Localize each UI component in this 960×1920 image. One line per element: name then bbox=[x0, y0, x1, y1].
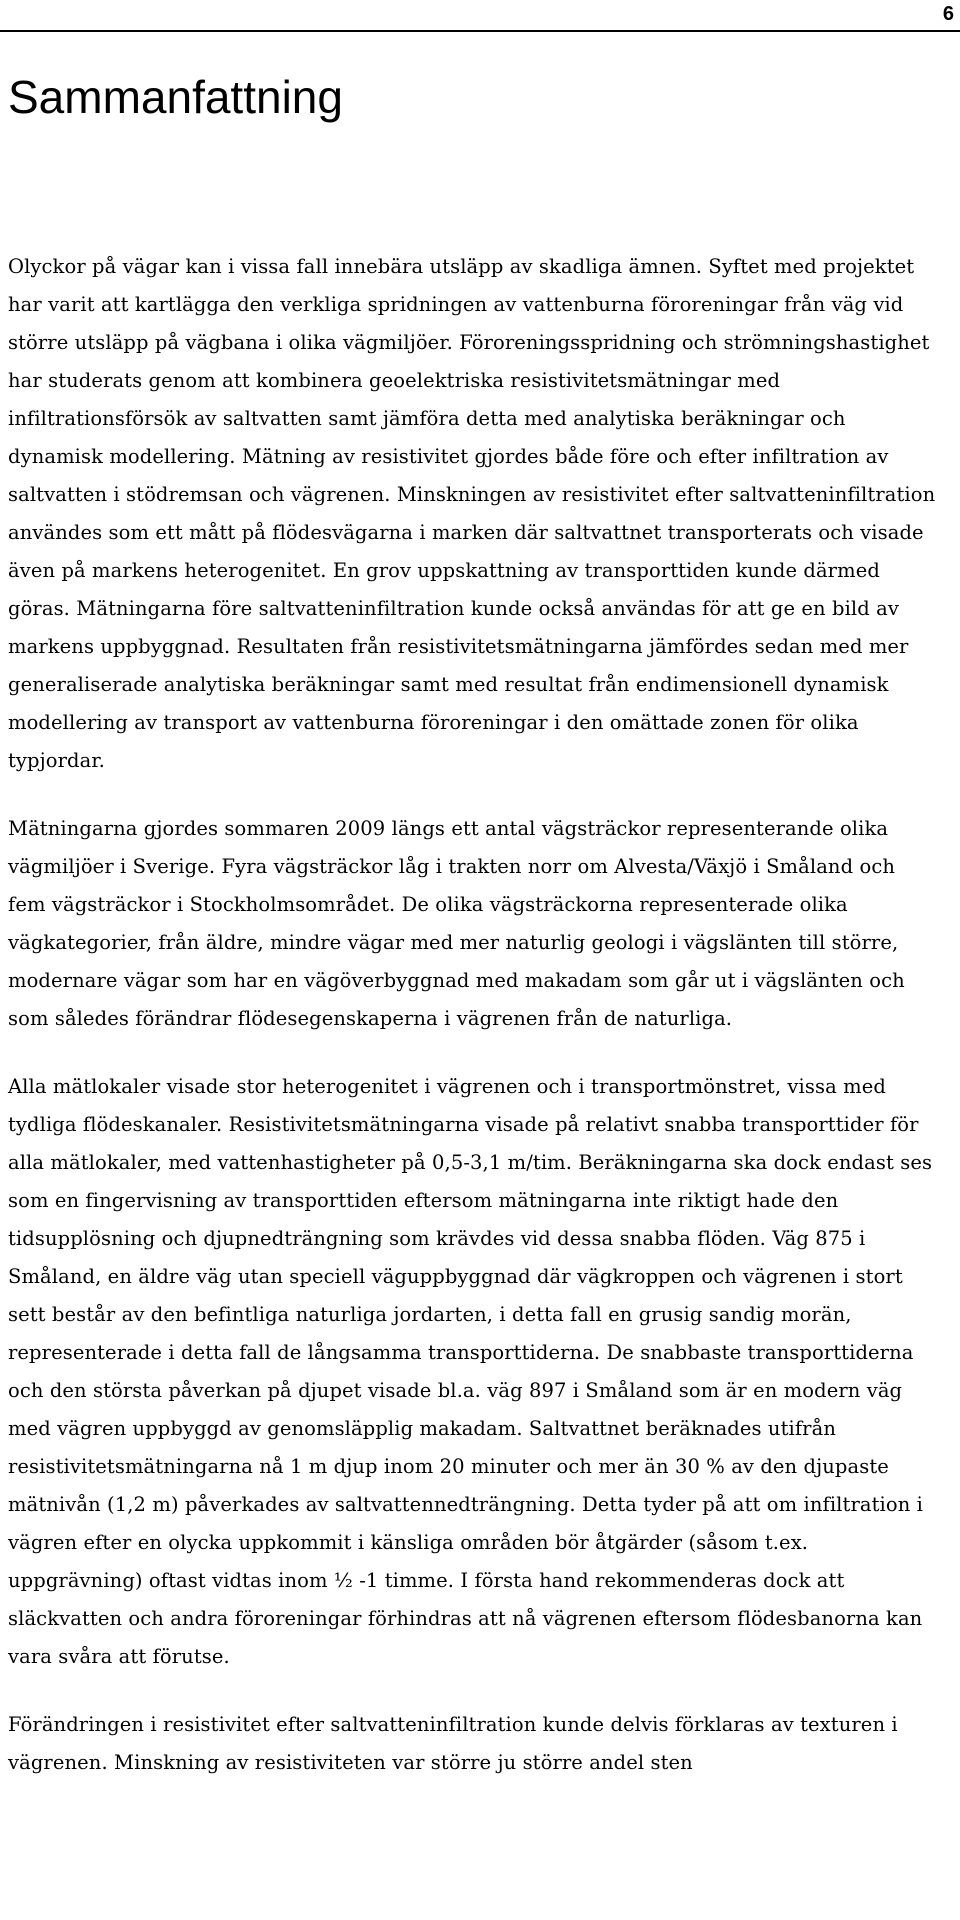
body-text bbox=[8, 248, 938, 1812]
paragraph-1: Olyckor på vägar kan i vissa fall innebära utsläpp av skadliga ämnen. Syftet med projektet har varit att kartlägga den verkliga spridningen av vattenburna föroreningar från väg vid större utsläpp på vägbana i olika vägmiljöer. Föroreningsspridning och strömningshastighet har studerats genom att kombinera geoelektriska resistivitetsmätningar med infiltrationsförsök av saltvatten samt jämföra detta med analytiska beräkningar och dynamisk modellering. Mätning av resistivitet gjordes både före och efter infiltration av saltvatten i stödremsan och vägrenen. Minskningen av resistivitet efter saltvatteninfiltration användes som ett mått på flödesvägarna i marken där saltvattnet transporterats och visade även på markens heterogenitet. En grov uppskattning av transporttiden kunde därmed göras. Mätningarna före saltvatteninfiltration kunde också användas för att ge en bild av markens uppbyggnad. Resultaten från resistivitetsmätningarna jämfördes sedan med mer generaliserade analytiska beräkningar samt med resultat från endimensionell dynamisk modellering av transport av vattenburna föroreningar i den omättade zonen för olika typjordar. bbox=[8, 255, 936, 772]
paragraph-3: Alla mätlokaler visade stor heterogenitet i vägrenen och i transportmönstret, vissa med tydliga flödeskanaler. Resistivitetsmätningarna visade på relativt snabba transporttider för alla mätlokaler, med vattenhastigheter på 0,5-3,1 m/tim. Beräkningarna ska dock endast ses som en fingervisning av transporttiden eftersom mätningarna inte riktigt hade den tidsupplösning och djupnedträngning som krävdes vid dessa snabba flöden. Väg 875 i Småland, en äldre väg utan speciell väguppbyggnad där vägkroppen och vägrenen i stort sett består av den befintliga naturliga jordarten, i detta fall en grusig sandig morän, representerade i detta fall de långsamma transporttiderna. De snabbaste transporttiderna och den största påverkan på djupet visade bl.a. väg 897 i Småland som är en modern väg med vägren uppbyggd av genomsläpplig makadam. Saltvattnet beräknades utifrån resistivitetsmätningarna nå 1 m djup inom 20 minuter och mer än 30 % av den djupaste mätnivån (1,2 m) påverkades av saltvattennedträngning. Detta tyder på att om infiltration i vägren efter en olycka uppkommit i känsliga områden bör åtgärder (såsom t.ex. uppgrävning) oftast vidtas inom ½ -1 timme. I första hand rekommenderas dock att släckvatten och andra föroreningar förhindras att nå vägrenen eftersom flödesbanorna kan vara svåra att förutse. bbox=[8, 1075, 933, 1668]
paragraph-4: Förändringen i resistivitet efter saltvatteninfiltration kunde delvis förklaras av texturen i vägrenen. Minskning av resistiviteten var större ju större andel sten bbox=[8, 1713, 898, 1774]
page-number: 6 bbox=[942, 3, 954, 25]
header-rule bbox=[0, 30, 960, 32]
paragraph-2: Mätningarna gjordes sommaren 2009 längs ett antal vägsträckor representerande olika vägmiljöer i Sverige. Fyra vägsträckor låg i trakten norr om Alvesta/Växjö i Småland och fem vägsträckor i Stockholmsområdet. De olika vägsträckorna representerade olika vägkategorier, från äldre, mindre vägar med mer naturlig geologi i vägslänten till större, modernare vägar som har en vägöverbyggnad med makadam som går ut i vägslänten och som således förändrar flödesegenskaperna i vägrenen från de naturliga. bbox=[8, 817, 905, 1030]
section-heading: Sammanfattning bbox=[8, 71, 343, 123]
